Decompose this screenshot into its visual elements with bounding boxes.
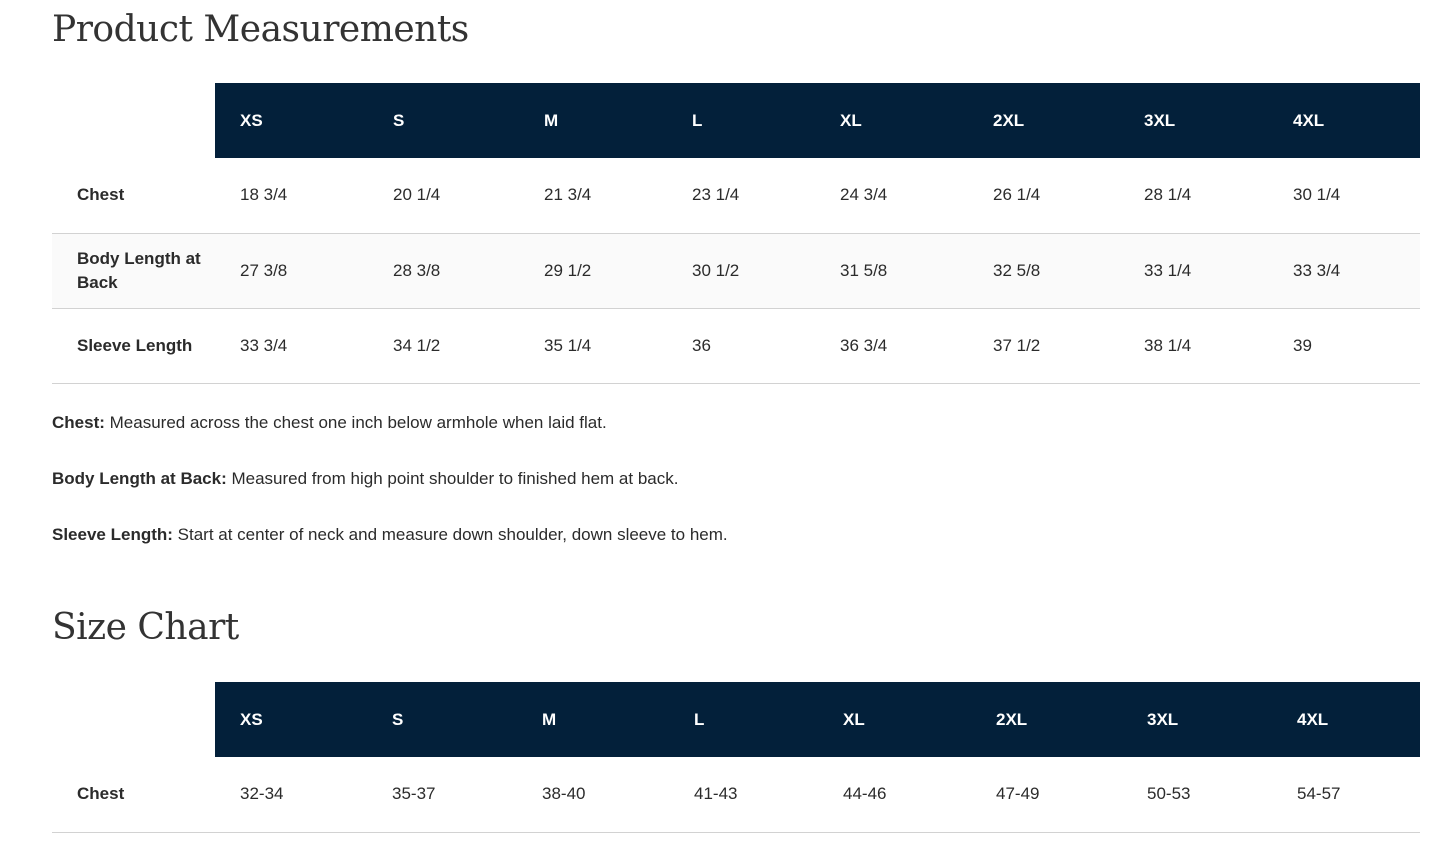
- row-label-body-length: Body Length at Back: [77, 248, 201, 292]
- product-measurements-table: [52, 83, 1420, 384]
- size-header-xl: XL: [818, 682, 971, 757]
- note-term: Sleeve Length:: [52, 525, 173, 544]
- note-text: Start at center of neck and measure down shoulder, down sleeve to hem.: [172, 525, 728, 544]
- table-cell: 39: [1293, 335, 1312, 355]
- size-header-2xl: 2XL: [971, 682, 1122, 757]
- table-cell: 31 5/8: [840, 260, 888, 280]
- table-cell: 28 3/8: [393, 260, 441, 280]
- table-cell: 21 3/4: [544, 185, 592, 205]
- table-cell: 24 3/4: [840, 185, 888, 205]
- size-header-l: L: [667, 83, 815, 158]
- size-header-s: S: [368, 83, 519, 158]
- table-cell: 54-57: [1297, 784, 1341, 804]
- note-text: Measured from high point shoulder to finished hem at back.: [226, 469, 679, 488]
- table-cell: 36: [692, 335, 711, 355]
- size-header-m: M: [519, 83, 667, 158]
- table-cell: 30 1/2: [692, 260, 740, 280]
- table-row-sleeve-length: [52, 308, 1420, 383]
- table-cell: 50-53: [1147, 784, 1191, 804]
- size-header-s: S: [367, 682, 517, 757]
- size-header-xs: XS: [215, 83, 368, 158]
- note-sleeve-length: [52, 523, 728, 547]
- table-cell: 29 1/2: [544, 260, 592, 280]
- row-label-chest: Chest: [77, 185, 125, 205]
- table-cell: 35-37: [392, 784, 436, 804]
- header-corner: [52, 83, 215, 158]
- size-header-l: L: [669, 682, 818, 757]
- table-row-chest: [52, 757, 1420, 832]
- table-cell: 36 3/4: [840, 335, 888, 355]
- table-cell: 23 1/4: [692, 185, 740, 205]
- table-cell: 33 1/4: [1144, 260, 1192, 280]
- size-header-xl: XL: [815, 83, 968, 158]
- product-measurements-title: Product Measurements: [52, 9, 469, 50]
- note-body-length: [52, 467, 678, 491]
- size-header-row: [52, 83, 1420, 158]
- size-header-4xl: 4XL: [1272, 682, 1420, 757]
- table-cell: 27 3/8: [240, 260, 288, 280]
- size-header-4xl: 4XL: [1268, 83, 1420, 158]
- size-chart-title: Size Chart: [52, 607, 239, 648]
- table-cell: 18 3/4: [240, 185, 288, 205]
- table-cell: 32-34: [240, 784, 284, 804]
- header-corner: [52, 682, 215, 757]
- size-header-2xl: 2XL: [968, 83, 1119, 158]
- size-header-m: M: [517, 682, 669, 757]
- table-cell: 33 3/4: [240, 335, 288, 355]
- table-cell: 32 5/8: [993, 260, 1041, 280]
- table-cell: 33 3/4: [1293, 260, 1341, 280]
- size-chart-table: [52, 682, 1420, 833]
- row-label-chest: Chest: [77, 784, 125, 804]
- table-cell: 20 1/4: [393, 185, 441, 205]
- table-cell: 47-49: [996, 784, 1040, 804]
- table-cell: 41-43: [694, 784, 738, 804]
- size-header-xs: XS: [215, 682, 367, 757]
- table-cell: 35 1/4: [544, 335, 592, 355]
- size-header-3xl: 3XL: [1122, 682, 1272, 757]
- size-header-3xl: 3XL: [1119, 83, 1268, 158]
- table-cell: 28 1/4: [1144, 185, 1192, 205]
- table-cell: 34 1/2: [393, 335, 441, 355]
- table-row-chest: [52, 158, 1420, 233]
- note-chest: [52, 411, 607, 435]
- table-cell: 44-46: [843, 784, 887, 804]
- size-header-row: [52, 682, 1420, 757]
- note-term: Chest:: [52, 413, 105, 432]
- table-cell: 38 1/4: [1144, 335, 1192, 355]
- table-row-body-length: [52, 233, 1420, 308]
- row-label-sleeve-length: Sleeve Length: [77, 335, 193, 355]
- note-term: Body Length at Back:: [52, 469, 227, 488]
- note-text: Measured across the chest one inch below armhole when laid flat.: [104, 413, 607, 432]
- table-cell: 30 1/4: [1293, 185, 1341, 205]
- table-cell: 26 1/4: [993, 185, 1041, 205]
- table-cell: 38-40: [542, 784, 586, 804]
- table-cell: 37 1/2: [993, 335, 1041, 355]
